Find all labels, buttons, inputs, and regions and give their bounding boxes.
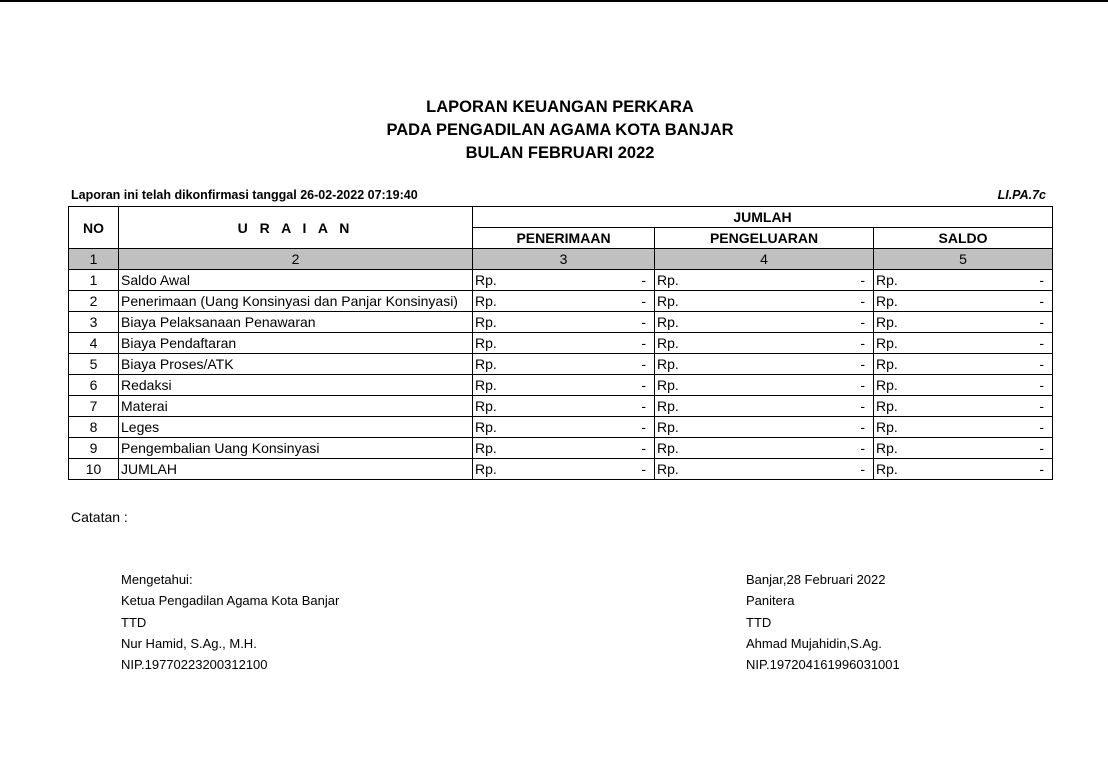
cell-value: - <box>641 419 646 435</box>
cell-saldo <box>874 417 1053 438</box>
table-row <box>69 333 1053 354</box>
currency-label: Rp. <box>475 440 497 456</box>
table-row <box>69 375 1053 396</box>
currency-label: Rp. <box>876 314 898 330</box>
cell-value: - <box>641 272 646 288</box>
header-no: NO <box>69 207 119 249</box>
cell-value: - <box>641 335 646 351</box>
signature-right-line: Panitera <box>746 593 795 609</box>
row-number: 8 <box>69 417 119 438</box>
currency-label: Rp. <box>876 398 898 414</box>
currency-label: Rp. <box>657 272 679 288</box>
cell-pengeluaran <box>655 354 874 375</box>
currency-label: Rp. <box>657 314 679 330</box>
table-row <box>69 396 1053 417</box>
row-number: 2 <box>69 291 119 312</box>
row-number: 3 <box>69 312 119 333</box>
cell-pengeluaran <box>655 333 874 354</box>
notes-label: Catatan : <box>71 509 128 525</box>
cell-pengeluaran <box>655 312 874 333</box>
header-penerimaan: PENERIMAAN <box>473 228 655 249</box>
row-description: JUMLAH <box>119 459 473 480</box>
currency-label: Rp. <box>657 377 679 393</box>
cell-saldo <box>874 459 1053 480</box>
cell-penerimaan <box>473 417 655 438</box>
row-description: Biaya Pendaftaran <box>119 333 473 354</box>
currency-label: Rp. <box>876 377 898 393</box>
header-pengeluaran: PENGELUARAN <box>655 228 874 249</box>
header-saldo: SALDO <box>874 228 1053 249</box>
currency-label: Rp. <box>876 356 898 372</box>
cell-value: - <box>860 419 865 435</box>
cell-value: - <box>860 272 865 288</box>
currency-label: Rp. <box>657 419 679 435</box>
form-code: LI.PA.7c <box>997 188 1046 202</box>
cell-saldo <box>874 396 1053 417</box>
table-row <box>69 417 1053 438</box>
cell-value: - <box>1039 419 1045 435</box>
currency-label: Rp. <box>475 356 497 372</box>
signature-right-line: Ahmad Mujahidin,S.Ag. <box>746 635 882 651</box>
currency-label: Rp. <box>876 419 898 435</box>
row-description: Materai <box>119 396 473 417</box>
cell-value: - <box>641 314 646 330</box>
currency-label: Rp. <box>475 398 497 414</box>
cell-saldo <box>874 354 1053 375</box>
table-row <box>69 291 1053 312</box>
row-number: 7 <box>69 396 119 417</box>
row-description: Redaksi <box>119 375 473 396</box>
row-description: Pengembalian Uang Konsinyasi <box>119 438 473 459</box>
cell-value: - <box>1039 335 1045 351</box>
finance-table <box>68 206 1053 480</box>
cell-saldo <box>874 312 1053 333</box>
cell-value: - <box>860 377 865 393</box>
cell-saldo <box>874 333 1053 354</box>
table-row <box>69 438 1053 459</box>
cell-value: - <box>860 398 865 414</box>
cell-pengeluaran <box>655 417 874 438</box>
column-number: 3 <box>473 249 655 270</box>
cell-value: - <box>1039 440 1045 456</box>
cell-pengeluaran <box>655 396 874 417</box>
currency-label: Rp. <box>876 272 898 288</box>
row-description: Penerimaan (Uang Konsinyasi dan Panjar Konsinyasi) <box>119 291 473 312</box>
currency-label: Rp. <box>876 461 898 477</box>
cell-saldo <box>874 438 1053 459</box>
signature-right-line: TTD <box>746 614 772 630</box>
currency-label: Rp. <box>657 461 679 477</box>
row-description: Saldo Awal <box>119 270 473 291</box>
report-period: BULAN FEBRUARI 2022 <box>465 144 655 162</box>
signature-left-line: Nur Hamid, S.Ag., M.H. <box>121 635 257 651</box>
table-row <box>69 354 1053 375</box>
cell-saldo <box>874 291 1053 312</box>
currency-label: Rp. <box>475 419 497 435</box>
cell-penerimaan <box>473 312 655 333</box>
row-number: 9 <box>69 438 119 459</box>
header-jumlah: JUMLAH <box>473 207 1053 228</box>
row-description: Biaya Proses/ATK <box>119 354 473 375</box>
row-number: 5 <box>69 354 119 375</box>
currency-label: Rp. <box>475 314 497 330</box>
table-row <box>69 270 1053 291</box>
signature-left-line: TTD <box>121 614 147 630</box>
report-subtitle: PADA PENGADILAN AGAMA KOTA BANJAR <box>386 121 734 139</box>
cell-value: - <box>641 461 646 477</box>
cell-value: - <box>1039 398 1045 414</box>
column-number: 5 <box>874 249 1053 270</box>
cell-penerimaan <box>473 375 655 396</box>
currency-label: Rp. <box>657 398 679 414</box>
cell-value: - <box>1039 293 1045 309</box>
currency-label: Rp. <box>475 461 497 477</box>
currency-label: Rp. <box>876 440 898 456</box>
cell-value: - <box>641 398 646 414</box>
cell-penerimaan <box>473 396 655 417</box>
cell-value: - <box>641 377 646 393</box>
column-number-row <box>69 249 1053 270</box>
currency-label: Rp. <box>475 335 497 351</box>
signature-right-line: Banjar,28 Februari 2022 <box>746 572 886 587</box>
signature-left <box>121 569 339 675</box>
currency-label: Rp. <box>876 335 898 351</box>
cell-penerimaan <box>473 459 655 480</box>
header-uraian: U R A I A N <box>119 207 473 249</box>
currency-label: Rp. <box>475 377 497 393</box>
row-number: 10 <box>69 459 119 480</box>
currency-label: Rp. <box>657 440 679 456</box>
column-number: 2 <box>119 249 473 270</box>
row-number: 1 <box>69 270 119 291</box>
cell-pengeluaran <box>655 438 874 459</box>
cell-pengeluaran <box>655 291 874 312</box>
cell-saldo <box>874 375 1053 396</box>
cell-value: - <box>860 440 865 456</box>
row-description: Biaya Pelaksanaan Penawaran <box>119 312 473 333</box>
currency-label: Rp. <box>475 293 497 309</box>
column-number: 1 <box>69 249 119 270</box>
cell-value: - <box>860 293 865 309</box>
cell-value: - <box>860 356 865 372</box>
currency-label: Rp. <box>876 293 898 309</box>
cell-value: - <box>860 461 865 477</box>
currency-label: Rp. <box>657 356 679 372</box>
signature-right-line: NIP.197204161996031001 <box>746 657 900 673</box>
currency-label: Rp. <box>475 272 497 288</box>
cell-value: - <box>641 293 646 309</box>
cell-value: - <box>1039 461 1045 477</box>
signature-left-line: NIP.19770223200312100 <box>121 657 268 673</box>
cell-penerimaan <box>473 438 655 459</box>
cell-value: - <box>860 314 865 330</box>
cell-pengeluaran <box>655 459 874 480</box>
table-row <box>69 459 1053 480</box>
cell-penerimaan <box>473 291 655 312</box>
cell-value: - <box>641 356 646 372</box>
currency-label: Rp. <box>657 335 679 351</box>
table-row <box>69 312 1053 333</box>
cell-value: - <box>1039 314 1045 330</box>
cell-value: - <box>1039 272 1045 288</box>
signature-left-line: Mengetahui: <box>121 572 193 587</box>
top-border <box>0 0 1108 2</box>
cell-pengeluaran <box>655 375 874 396</box>
cell-penerimaan <box>473 333 655 354</box>
signature-right <box>746 569 900 675</box>
cell-saldo <box>874 270 1053 291</box>
column-number: 4 <box>655 249 874 270</box>
cell-penerimaan <box>473 354 655 375</box>
row-description: Leges <box>119 417 473 438</box>
currency-label: Rp. <box>657 293 679 309</box>
cell-pengeluaran <box>655 270 874 291</box>
cell-value: - <box>641 440 646 456</box>
row-number: 4 <box>69 333 119 354</box>
report-title: LAPORAN KEUANGAN PERKARA <box>426 98 694 116</box>
confirmation-text: Laporan ini telah dikonfirmasi tanggal 26-02-2022 07:19:40 <box>71 188 418 202</box>
signature-left-line: Ketua Pengadilan Agama Kota Banjar <box>121 593 340 609</box>
cell-value: - <box>860 335 865 351</box>
row-number: 6 <box>69 375 119 396</box>
cell-penerimaan <box>473 270 655 291</box>
cell-value: - <box>1039 356 1045 372</box>
cell-value: - <box>1039 377 1045 393</box>
